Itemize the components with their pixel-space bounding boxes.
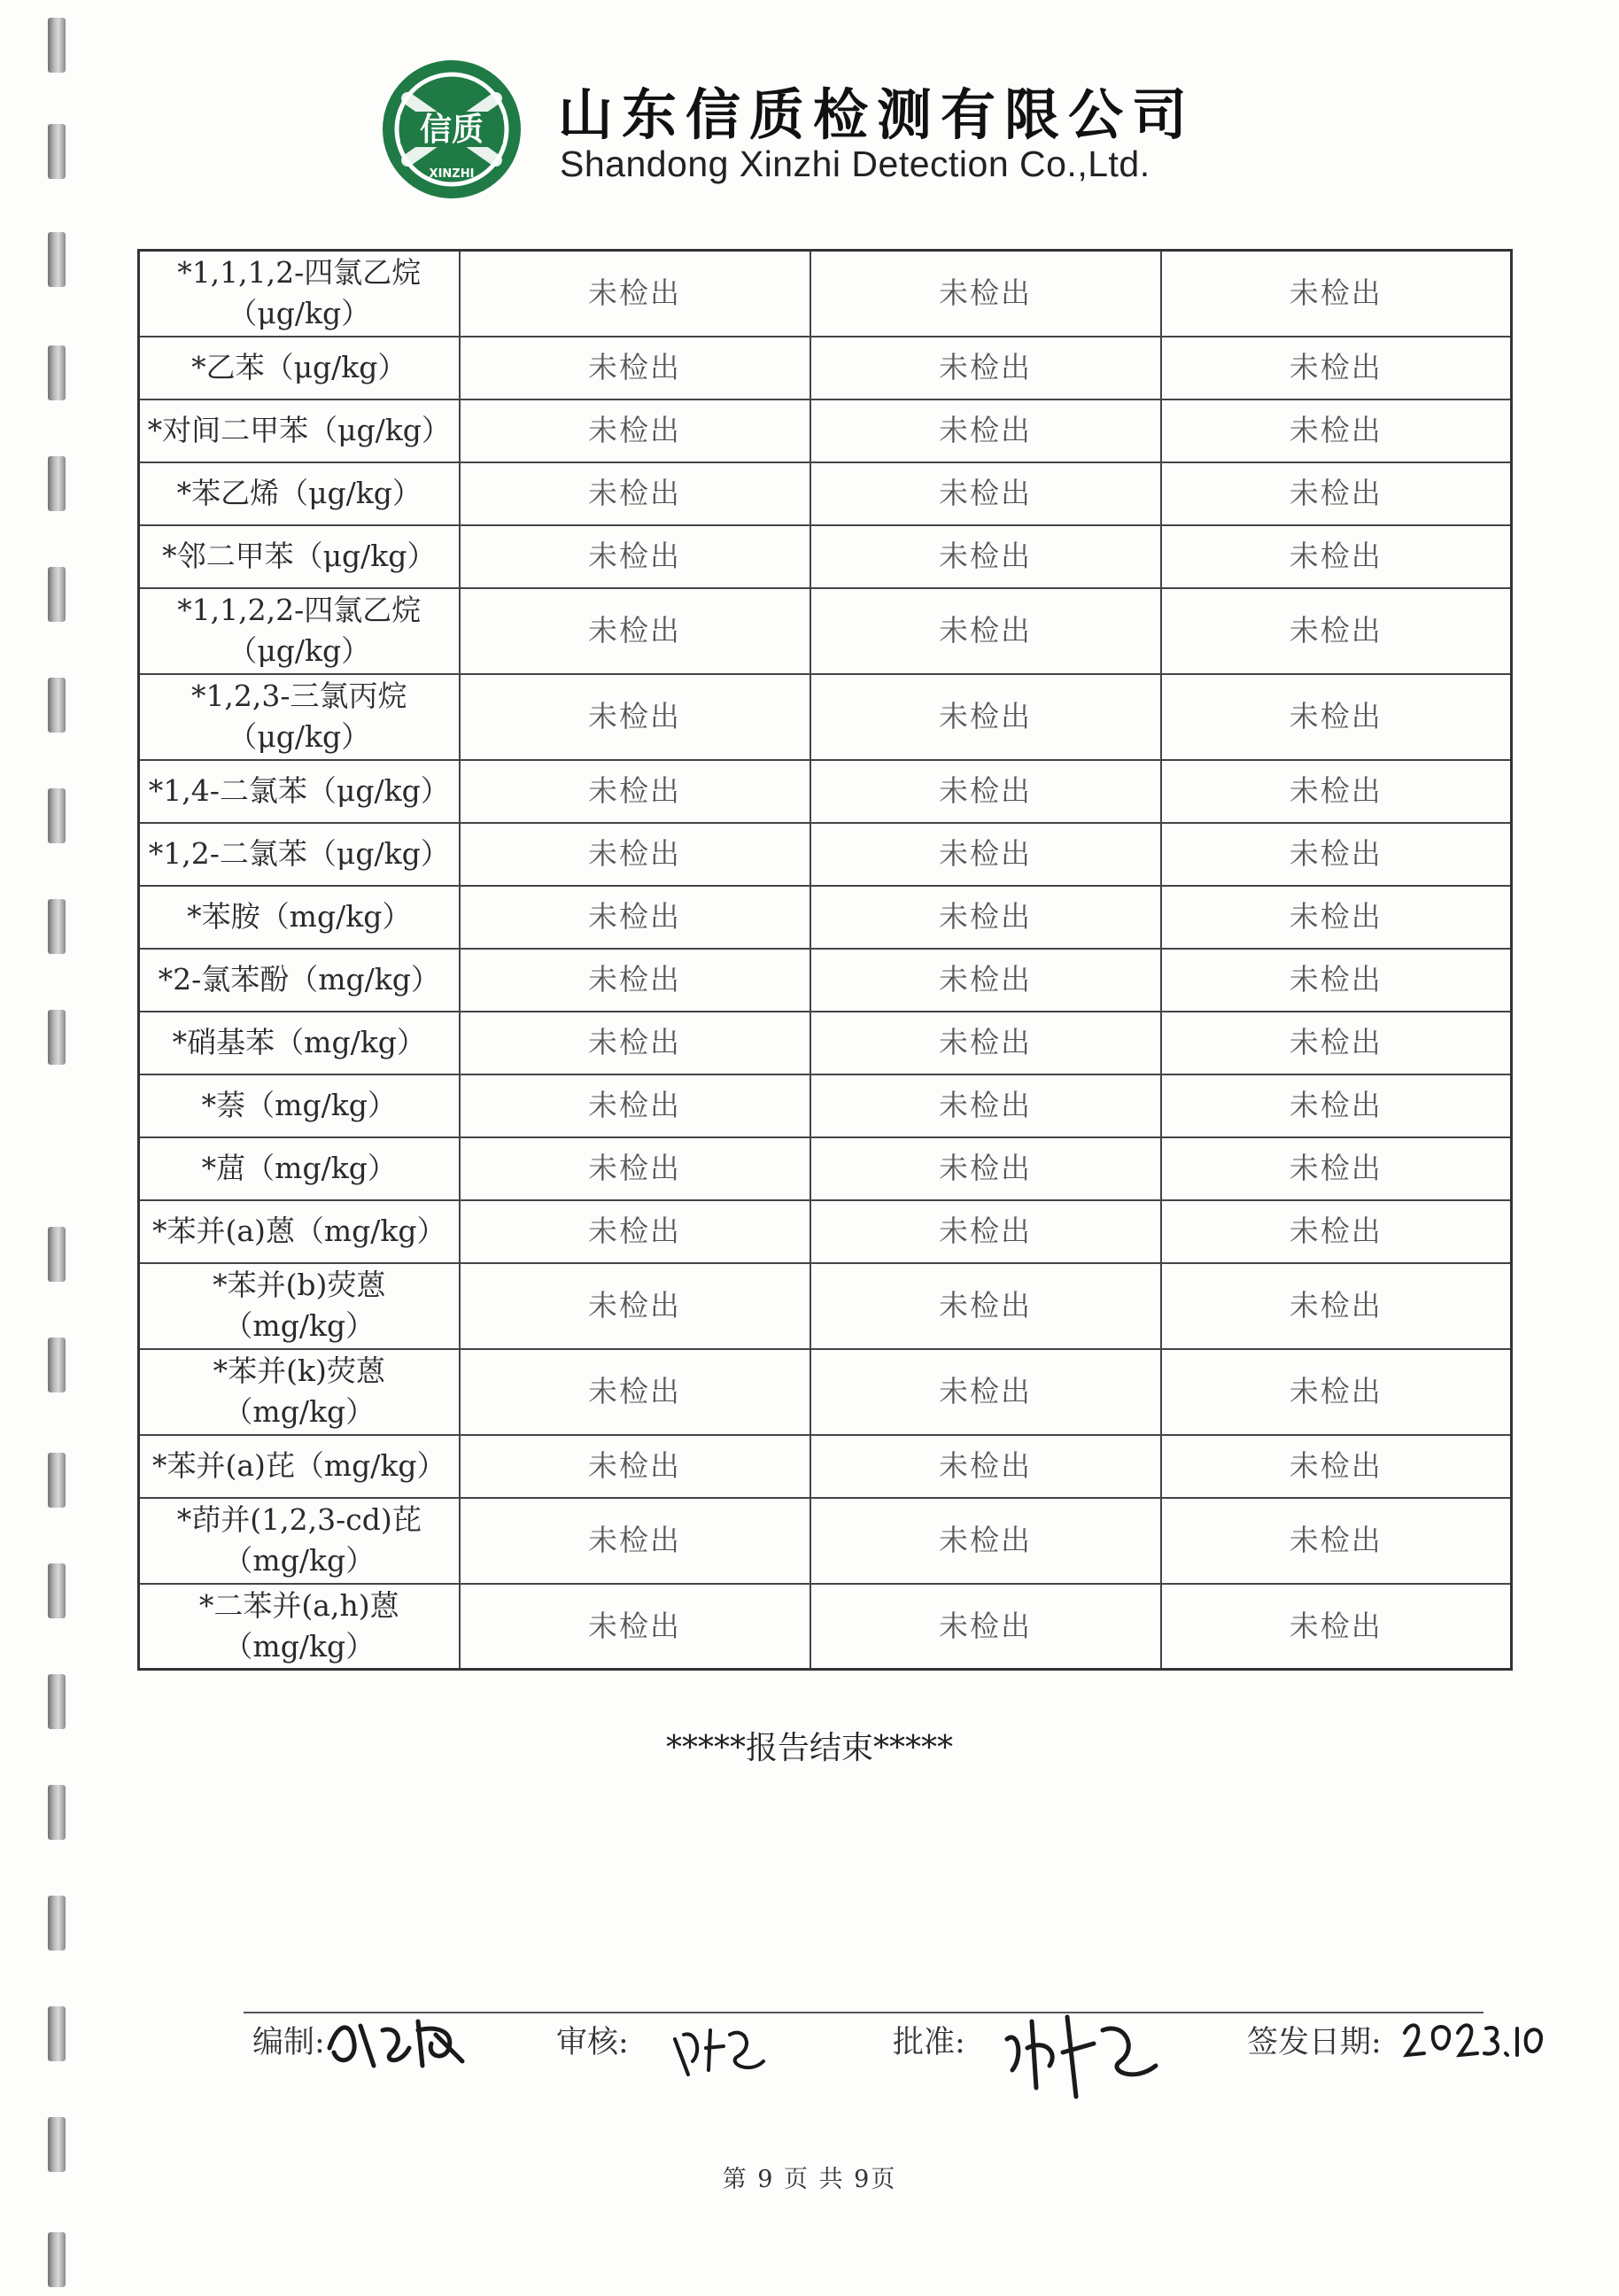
test-item-cell <box>139 525 460 588</box>
result-cell: 未检出 <box>460 823 810 886</box>
result-cell: 未检出 <box>1161 1137 1512 1200</box>
test-item-label: *苯并(a)蒽（mg/kg） <box>151 1214 446 1248</box>
result-cell: 未检出 <box>810 399 1161 462</box>
result-cell: 未检出 <box>1161 337 1512 399</box>
test-item-cell <box>139 1137 460 1200</box>
table-row <box>139 1498 1512 1584</box>
test-item-label: *对间二甲苯（μg/kg） <box>147 413 451 447</box>
compiled-label: 编制: <box>252 2025 325 2060</box>
result-cell: 未检出 <box>1161 674 1512 760</box>
test-item-label: *茚并(1,2,3-cd)芘 <box>176 1502 422 1537</box>
approved-signature <box>996 2004 1165 2101</box>
page-number: 第 9 页 共 9页 <box>722 2166 897 2193</box>
table-row <box>139 949 1512 1012</box>
test-item-label: （mg/kg） <box>223 1543 376 1578</box>
test-item-label: *萘（mg/kg） <box>201 1088 397 1122</box>
table-row <box>139 462 1512 525</box>
test-item-label: （mg/kg） <box>223 1628 376 1664</box>
results-table-body <box>139 251 1512 1670</box>
result-cell: 未检出 <box>810 1498 1161 1584</box>
result-cell: 未检出 <box>1161 823 1512 886</box>
result-cell: 未检出 <box>810 1263 1161 1349</box>
result-cell: 未检出 <box>460 1200 810 1263</box>
result-cell: 未检出 <box>460 1012 810 1074</box>
result-cell: 未检出 <box>1161 251 1512 337</box>
binding-mark <box>48 678 66 733</box>
table-row <box>139 1074 1512 1137</box>
result-cell: 未检出 <box>460 949 810 1012</box>
binding-mark <box>48 232 66 287</box>
test-item-label: *苯并(b)荧蒽 <box>213 1268 386 1302</box>
result-cell: 未检出 <box>460 1435 810 1498</box>
compiled-signature <box>321 2004 471 2075</box>
table-row <box>139 760 1512 823</box>
test-item-cell <box>139 462 460 525</box>
test-item-cell <box>139 1435 460 1498</box>
test-item-label: （μg/kg） <box>228 719 371 754</box>
test-item-label: （μg/kg） <box>228 633 371 668</box>
company-logo <box>381 58 523 200</box>
result-cell: 未检出 <box>810 337 1161 399</box>
test-item-cell <box>139 949 460 1012</box>
table-row <box>139 823 1512 886</box>
test-item-label: （μg/kg） <box>228 296 371 331</box>
test-item-cell <box>139 823 460 886</box>
result-cell: 未检出 <box>1161 1584 1512 1670</box>
result-cell: 未检出 <box>810 1012 1161 1074</box>
result-cell: 未检出 <box>1161 525 1512 588</box>
result-cell: 未检出 <box>460 1074 810 1137</box>
test-item-label: *乙苯（μg/kg） <box>191 350 407 384</box>
binding-mark <box>48 1785 66 1840</box>
binding-mark <box>48 1896 66 1951</box>
company-name-en: Shandong Xinzhi Detection Co.,Ltd. <box>560 144 1150 184</box>
test-item-cell <box>139 337 460 399</box>
result-cell: 未检出 <box>810 525 1161 588</box>
test-item-label: *1,1,1,2-四氯乙烷 <box>177 255 422 291</box>
binding-mark <box>48 1010 66 1065</box>
test-item-cell <box>139 251 460 337</box>
test-item-cell <box>139 1074 460 1137</box>
result-cell: 未检出 <box>810 886 1161 949</box>
test-item-label: *䓛（mg/kg） <box>201 1151 397 1185</box>
result-cell: 未检出 <box>460 674 810 760</box>
issue-date-handwritten <box>1398 2011 1548 2064</box>
issue-date-label: 签发日期: <box>1247 2025 1382 2060</box>
result-cell: 未检出 <box>810 949 1161 1012</box>
table-row <box>139 886 1512 949</box>
result-cell: 未检出 <box>460 251 810 337</box>
report-end: *****报告结束***** <box>665 1730 953 1766</box>
test-item-cell <box>139 760 460 823</box>
logo-text: 信质 <box>419 112 484 148</box>
test-item-cell <box>139 1263 460 1349</box>
test-item-cell <box>139 1498 460 1584</box>
logo-subtext: XINZHI <box>429 167 475 181</box>
result-cell: 未检出 <box>460 1137 810 1200</box>
binding-mark <box>48 899 66 954</box>
binding-mark <box>48 788 66 843</box>
test-item-cell <box>139 1584 460 1670</box>
test-item-label: *1,2-二氯苯（μg/kg） <box>148 836 450 871</box>
result-cell: 未检出 <box>460 337 810 399</box>
result-cell: 未检出 <box>460 886 810 949</box>
results-table <box>137 249 1513 1671</box>
test-item-cell <box>139 399 460 462</box>
table-row <box>139 1012 1512 1074</box>
result-cell: 未检出 <box>460 588 810 674</box>
binding-mark <box>48 1227 66 1282</box>
result-cell: 未检出 <box>1161 1200 1512 1263</box>
reviewed-label: 审核: <box>556 2025 629 2060</box>
test-item-label: *2-氯苯酚（mg/kg） <box>158 962 440 997</box>
test-item-label: *苯并(a)芘（mg/kg） <box>151 1448 446 1483</box>
table-row <box>139 588 1512 674</box>
result-cell: 未检出 <box>1161 1435 1512 1498</box>
company-name-cn: 山东信质检测有限公司 <box>558 82 1197 147</box>
table-row <box>139 674 1512 760</box>
result-cell: 未检出 <box>810 462 1161 525</box>
result-cell: 未检出 <box>1161 1263 1512 1349</box>
binding-mark <box>48 2006 66 2061</box>
table-row <box>139 1584 1512 1670</box>
letterhead <box>372 55 1222 206</box>
result-cell: 未检出 <box>810 1200 1161 1263</box>
table-row <box>139 399 1512 462</box>
table-row <box>139 525 1512 588</box>
result-cell: 未检出 <box>1161 949 1512 1012</box>
result-cell: 未检出 <box>1161 1498 1512 1584</box>
table-row <box>139 1200 1512 1263</box>
approved-label: 批准: <box>893 2025 965 2060</box>
result-cell: 未检出 <box>460 1349 810 1435</box>
table-row <box>139 1349 1512 1435</box>
binding-mark <box>48 345 66 400</box>
binding-mark <box>48 1674 66 1729</box>
test-item-label: （mg/kg） <box>223 1308 376 1343</box>
result-cell: 未检出 <box>810 674 1161 760</box>
binding-mark <box>48 18 66 73</box>
binding-mark <box>48 124 66 179</box>
result-cell: 未检出 <box>810 1074 1161 1137</box>
result-cell: 未检出 <box>1161 1349 1512 1435</box>
test-item-label: *苯并(k)荧蒽 <box>213 1354 385 1388</box>
table-row <box>139 1435 1512 1498</box>
table-row <box>139 1263 1512 1349</box>
binding-strip <box>46 0 73 2296</box>
test-item-label: *苯乙烯（μg/kg） <box>176 476 422 510</box>
result-cell: 未检出 <box>810 588 1161 674</box>
binding-mark <box>48 456 66 511</box>
result-cell: 未检出 <box>810 1137 1161 1200</box>
result-cell: 未检出 <box>460 1498 810 1584</box>
table-row <box>139 1137 1512 1200</box>
test-item-label: *邻二甲苯（μg/kg） <box>162 539 437 573</box>
result-cell: 未检出 <box>810 823 1161 886</box>
test-item-label: *1,4-二氯苯（μg/kg） <box>148 773 450 808</box>
result-cell: 未检出 <box>810 1349 1161 1435</box>
table-row <box>139 251 1512 337</box>
binding-mark <box>48 2232 66 2287</box>
test-item-label: *硝基苯（mg/kg） <box>172 1025 426 1059</box>
binding-mark <box>48 1453 66 1508</box>
result-cell: 未检出 <box>1161 760 1512 823</box>
result-cell: 未检出 <box>1161 1074 1512 1137</box>
test-item-label: *1,2,3-三氯丙烷 <box>190 679 407 713</box>
result-cell: 未检出 <box>1161 462 1512 525</box>
binding-mark <box>48 1338 66 1392</box>
result-cell: 未检出 <box>1161 1012 1512 1074</box>
table-row <box>139 337 1512 399</box>
result-cell: 未检出 <box>460 399 810 462</box>
result-cell: 未检出 <box>810 1584 1161 1670</box>
test-item-label: *苯胺（mg/kg） <box>187 899 412 934</box>
result-cell: 未检出 <box>810 1435 1161 1498</box>
test-item-label: *1,1,2,2-四氯乙烷 <box>177 593 422 627</box>
result-cell: 未检出 <box>1161 399 1512 462</box>
test-item-cell <box>139 1012 460 1074</box>
test-item-cell <box>139 674 460 760</box>
test-item-cell <box>139 886 460 949</box>
result-cell: 未检出 <box>460 760 810 823</box>
result-cell: 未检出 <box>1161 588 1512 674</box>
result-cell: 未检出 <box>1161 886 1512 949</box>
test-item-cell <box>139 1349 460 1435</box>
result-cell: 未检出 <box>460 1263 810 1349</box>
result-cell: 未检出 <box>460 462 810 525</box>
result-cell: 未检出 <box>810 251 1161 337</box>
test-item-label: （mg/kg） <box>223 1394 376 1429</box>
result-cell: 未检出 <box>460 1584 810 1670</box>
test-item-cell <box>139 1200 460 1263</box>
reviewed-signature <box>666 2013 772 2083</box>
binding-mark <box>48 567 66 622</box>
test-item-label: *二苯并(a,h)蒽 <box>198 1587 399 1623</box>
result-cell: 未检出 <box>810 760 1161 823</box>
binding-mark <box>48 1563 66 1618</box>
result-cell: 未检出 <box>460 525 810 588</box>
test-item-cell <box>139 588 460 674</box>
